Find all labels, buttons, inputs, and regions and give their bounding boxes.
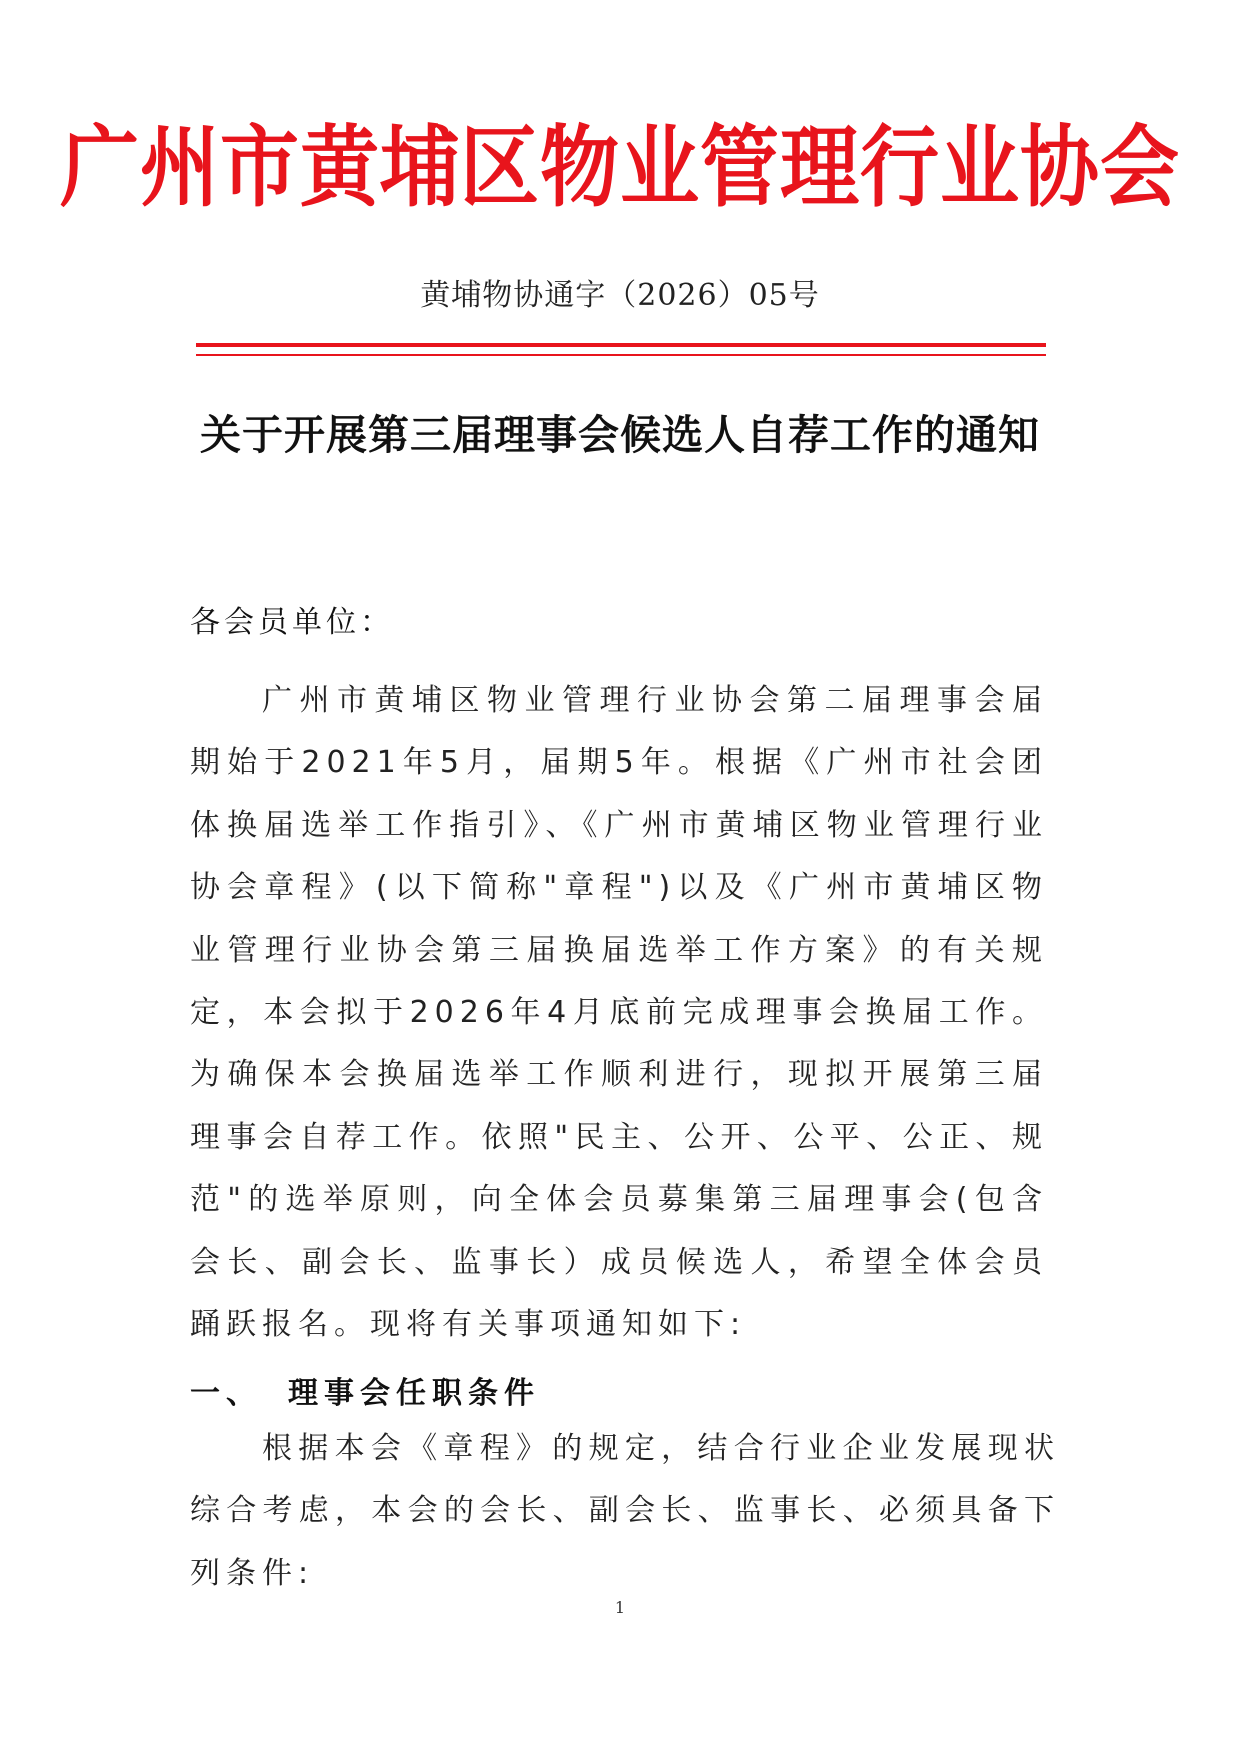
organization-masthead: 广州市黄埔区物业管理行业协会 xyxy=(60,116,1180,220)
header-divider-thin xyxy=(196,354,1046,356)
section-paragraph: 根据本会《章程》的规定，结合行业企业发展现状综合考虑，本会的会长、副会长、监事长、必须具备下列条件: xyxy=(190,1431,1060,1591)
body-paragraph: 广州市黄埔区物业管理行业协会第二届理事会届期始于2021年5月，届期5年。根据《广州市社会团体换届选举工作指引》、《广州市黄埔区物业管理行业协会章程》(以下简称"章程")以及《广州市黄埔区物业管理行业协会第三届换届选举工作方案》的有关规定，本会拟于2026年4月底前完成理事会换届工作。为确保本会换届选举工作顺利进行，现拟开展第三届理事会自荐工作。依照"民主、公开、公平、公正、规范"的选举原则，向全体会员募集第三届理事会(包含会长、副会长、监事长）成员候选人，希望全体会员踊跃报名。现将有关事项通知如下: xyxy=(190,683,1048,1343)
section-number: 一、 xyxy=(190,1376,262,1411)
header-divider-thick xyxy=(196,343,1046,347)
page-number: 1 xyxy=(614,1598,626,1617)
salutation: 各会员单位： xyxy=(190,605,394,640)
section-title: 理事会任职条件 xyxy=(288,1376,540,1411)
notice-title: 关于开展第三届理事会候选人自荐工作的通知 xyxy=(200,411,1040,459)
section-heading xyxy=(190,1368,540,1412)
document-number: 黄埔物协通字（2026）05号 xyxy=(420,278,820,313)
